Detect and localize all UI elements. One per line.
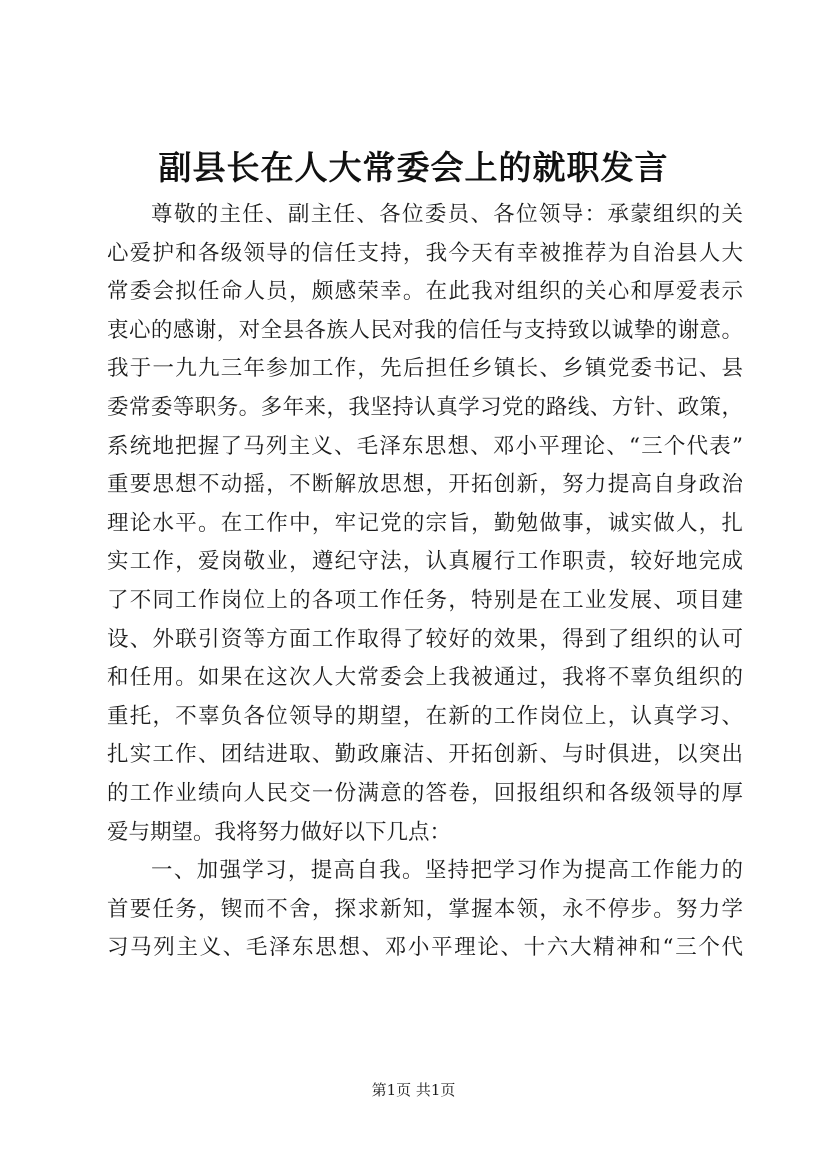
document-title: 副县长在人大常委会上的就职发言 [158, 148, 669, 187]
page-footer: 第1页 共1页 [371, 1081, 456, 1099]
paragraph-1-line-2: 心爱护和各级领导的信任支持，我今天有幸被推荐为自治县人大 [107, 240, 743, 266]
document-body [107, 196, 743, 968]
paragraph-1-line-14: 重托，不辜负各位领导的期望，在新的工作岗位上，认真学习、 [107, 703, 743, 729]
paragraph-1-line-16: 的工作业绩向人民交一份满意的答卷，回报组织和各级领导的厚 [107, 780, 743, 806]
paragraph-1-line-5: 我于一九九三年参加工作，先后担任乡镇长、乡镇党委书记、县 [107, 356, 743, 382]
paragraph-1-line-4: 衷心的感谢，对全县各族人民对我的信任与支持致以诚挚的谢意。 [107, 317, 743, 343]
paragraph-2-line-1: 一、加强学习，提高自我。坚持把学习作为提高工作能力的 [151, 858, 743, 884]
paragraph-1-line-3: 常委会拟任命人员，颇感荣幸。在此我对组织的关心和厚爱表示 [107, 279, 743, 305]
paragraph-1-line-6: 委常委等职务。多年来，我坚持认真学习党的路线、方针、政策， [107, 394, 743, 420]
paragraph-1-line-17: 爱与期望。我将努力做好以下几点： [107, 819, 452, 845]
paragraph-2-line-2: 首要任务，锲而不舍，探求新知，掌握本领，永不停步。努力学 [107, 896, 743, 922]
paragraph-1-line-15: 扎实工作、团结进取、勤政廉洁、开拓创新、与时俱进，以突出 [107, 742, 743, 768]
paragraph-1-line-9: 理论水平。在工作中，牢记党的宗旨，勤勉做事，诚实做人，扎 [107, 510, 743, 536]
paragraph-1-line-11: 了不同工作岗位上的各项工作任务，特别是在工业发展、项目建 [107, 587, 743, 613]
paragraph-1-line-7: 系统地把握了马列主义、毛泽东思想、邓小平理论、“三个代表” [107, 433, 743, 459]
paragraph-1-line-1: 尊敬的主任、副主任、各位委员、各位领导：承蒙组织的关 [151, 202, 743, 227]
paragraph-2-line-3: 习马列主义、毛泽东思想、邓小平理论、十六大精神和“三个代 [107, 935, 743, 961]
paragraph-1-line-13: 和任用。如果在这次人大常委会上我被通过，我将不辜负组织的 [107, 665, 743, 691]
paragraph-1-line-12: 设、外联引资等方面工作取得了较好的效果，得到了组织的认可 [107, 626, 743, 652]
paragraph-1-line-8: 重要思想不动摇，不断解放思想，开拓创新，努力提高自身政治 [107, 472, 743, 498]
paragraph-1-line-10: 实工作，爱岗敬业，遵纪守法，认真履行工作职责，较好地完成 [107, 549, 743, 575]
